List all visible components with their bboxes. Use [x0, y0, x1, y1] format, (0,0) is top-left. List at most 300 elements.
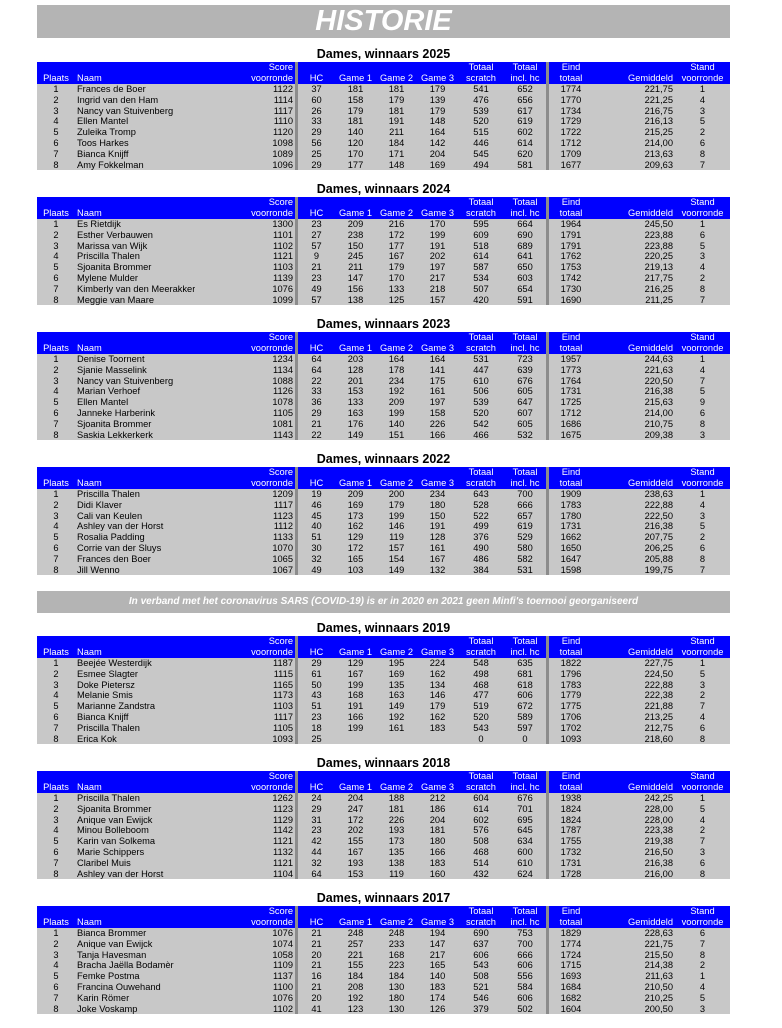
table-cell: Es Rietdijk	[75, 219, 195, 230]
column-header: incl. hc	[504, 208, 546, 219]
table-cell: 64	[298, 869, 335, 880]
table-cell: 147	[335, 273, 376, 284]
table-cell: 221,75	[593, 84, 675, 95]
table-cell: 165	[417, 960, 458, 971]
table-cell: Rosalia Padding	[75, 532, 195, 543]
table-cell: 199	[376, 511, 417, 522]
table-cell: Priscilla Thalen	[75, 723, 195, 734]
table-cell: 222,88	[593, 500, 675, 511]
table-cell: 5	[675, 386, 730, 397]
table-row	[37, 723, 730, 734]
table-cell: 30	[298, 543, 335, 554]
table-cell: 129	[335, 658, 376, 669]
table-cell: 195	[376, 658, 417, 669]
table-cell: 6	[37, 847, 75, 858]
table-cell: 521	[458, 982, 504, 993]
table-cell: Esmee Slagter	[75, 669, 195, 680]
table-cell: 618	[504, 680, 546, 691]
table-cell: 29	[298, 160, 335, 171]
table-cell: 641	[504, 251, 546, 262]
table-cell: 202	[417, 251, 458, 262]
column-header	[75, 467, 195, 478]
table-cell: 192	[376, 386, 417, 397]
table-cell: 199	[376, 408, 417, 419]
column-header	[593, 467, 675, 478]
table-cell: 1137	[195, 971, 295, 982]
table-cell: 6	[675, 138, 730, 149]
table-row	[37, 408, 730, 419]
table-cell: 520	[458, 408, 504, 419]
table-cell: 209,63	[593, 160, 675, 171]
table-cell: 132	[417, 565, 458, 576]
table-cell: 5	[37, 836, 75, 847]
column-header	[37, 197, 75, 208]
table-cell: 6	[675, 858, 730, 869]
header-row	[37, 332, 730, 343]
table-cell: 126	[417, 1004, 458, 1015]
table-cell: 1712	[549, 408, 593, 419]
table-cell: 224,50	[593, 669, 675, 680]
table-cell: 1099	[195, 295, 295, 306]
table-row	[37, 960, 730, 971]
covid-note: In verband met het coronavirus SARS (COVID-19) is er in 2020 en 2021 geen Minfi's toernooi georganiseerd	[37, 591, 730, 613]
table-cell: Priscilla Thalen	[75, 489, 195, 500]
table-cell: 1	[675, 971, 730, 982]
table-cell: 4	[37, 690, 75, 701]
column-header: voorronde	[675, 478, 730, 489]
table-cell: 215,63	[593, 397, 675, 408]
table-cell: 167	[335, 847, 376, 858]
table-cell: 1133	[195, 532, 295, 543]
table-cell: 507	[458, 284, 504, 295]
table-cell: 543	[458, 723, 504, 734]
table-cell: 1120	[195, 127, 295, 138]
results-section	[37, 46, 730, 170]
table-row	[37, 928, 730, 939]
column-header: Stand	[675, 636, 730, 647]
table-cell: 213,25	[593, 712, 675, 723]
table-cell: 7	[37, 993, 75, 1004]
column-header: Plaats	[37, 917, 75, 928]
table-cell: 215,50	[593, 950, 675, 961]
table-cell: 600	[504, 847, 546, 858]
table-cell: 18	[298, 723, 335, 734]
table-cell: 548	[458, 658, 504, 669]
table-cell: Ashley van der Horst	[75, 869, 195, 880]
table-cell: 515	[458, 127, 504, 138]
table-cell: 119	[376, 869, 417, 880]
column-header	[335, 467, 376, 478]
table-cell: 1065	[195, 554, 295, 565]
table-cell: 181	[376, 804, 417, 815]
table-cell: 595	[458, 219, 504, 230]
table-cell: 150	[335, 241, 376, 252]
table-row	[37, 430, 730, 441]
table-cell: 701	[504, 804, 546, 815]
table-cell: 7	[37, 149, 75, 160]
table-cell: 169	[376, 669, 417, 680]
column-header: voorronde	[195, 208, 295, 219]
column-header: Naam	[75, 782, 195, 793]
table-cell: 1686	[549, 419, 593, 430]
table-cell: 172	[335, 543, 376, 554]
table-cell: 689	[504, 241, 546, 252]
table-cell: 4	[37, 116, 75, 127]
table-cell: 1	[675, 219, 730, 230]
column-header: voorronde	[675, 73, 730, 84]
table-cell: 2	[675, 273, 730, 284]
table-cell: 1074	[195, 939, 295, 950]
table-cell: 218	[417, 284, 458, 295]
table-cell: Saskia Lekkerkerk	[75, 430, 195, 441]
table-cell: 135	[376, 847, 417, 858]
table-cell: 654	[504, 284, 546, 295]
table-cell: 2	[37, 669, 75, 680]
table-row	[37, 950, 730, 961]
table-cell: 1598	[549, 565, 593, 576]
column-header: Game 3	[417, 73, 458, 84]
results-section	[37, 890, 730, 1014]
table-cell: 247	[335, 804, 376, 815]
table-cell: 1139	[195, 273, 295, 284]
header-row	[37, 62, 730, 73]
table-cell: 3	[37, 511, 75, 522]
table-cell: 1058	[195, 950, 295, 961]
column-header: scratch	[458, 478, 504, 489]
column-header: Gemiddeld	[593, 208, 675, 219]
table-cell: 1	[37, 219, 75, 230]
table-cell: 639	[504, 365, 546, 376]
table-cell: 700	[504, 489, 546, 500]
table-cell: 614	[504, 138, 546, 149]
section-title: Dames, winnaars 2023	[316, 317, 451, 331]
table-cell: 1715	[549, 960, 593, 971]
table-cell: 7	[675, 565, 730, 576]
table-cell: 5	[37, 127, 75, 138]
table-cell: 3	[675, 680, 730, 691]
table-cell: 178	[376, 365, 417, 376]
table-cell: 155	[335, 836, 376, 847]
table-cell: 166	[417, 430, 458, 441]
column-header: scratch	[458, 917, 504, 928]
table-cell: Esther Verbauwen	[75, 230, 195, 241]
table-cell: 1122	[195, 84, 295, 95]
table-cell: 1702	[549, 723, 593, 734]
table-cell	[417, 734, 458, 745]
column-header: Eind	[549, 636, 593, 647]
table-cell: 522	[458, 511, 504, 522]
table-cell: 657	[504, 511, 546, 522]
table-cell: 161	[417, 543, 458, 554]
table-cell: 7	[675, 836, 730, 847]
table-cell: 192	[376, 712, 417, 723]
table-cell: 1300	[195, 219, 295, 230]
table-row	[37, 793, 730, 804]
table-cell: 656	[504, 95, 546, 106]
table-row	[37, 160, 730, 171]
header-row	[37, 782, 730, 793]
table-cell: 690	[504, 230, 546, 241]
column-header: scratch	[458, 647, 504, 658]
table-cell: 556	[504, 971, 546, 982]
column-header: Plaats	[37, 782, 75, 793]
table-cell: 149	[376, 701, 417, 712]
column-header: voorronde	[675, 208, 730, 219]
results-table	[37, 332, 730, 440]
table-cell: 645	[504, 825, 546, 836]
table-cell: 498	[458, 669, 504, 680]
column-header: Plaats	[37, 478, 75, 489]
table-cell: Ashley van der Horst	[75, 521, 195, 532]
table-cell: 60	[298, 95, 335, 106]
column-header: Plaats	[37, 647, 75, 658]
table-cell: 1724	[549, 950, 593, 961]
table-cell: 4	[37, 960, 75, 971]
column-header: Naam	[75, 208, 195, 219]
table-cell: 153	[335, 386, 376, 397]
table-cell: 542	[458, 419, 504, 430]
results-section	[37, 451, 730, 575]
column-header: totaal	[549, 208, 593, 219]
table-cell: 33	[298, 116, 335, 127]
table-cell: 242,25	[593, 793, 675, 804]
table-cell: 217	[417, 950, 458, 961]
table-cell: 4	[675, 500, 730, 511]
column-header: Totaal	[458, 332, 504, 343]
table-cell: 8	[675, 734, 730, 745]
table-cell: 606	[504, 993, 546, 1004]
table-cell: 226	[417, 419, 458, 430]
results-section	[37, 181, 730, 305]
column-header: HC	[298, 917, 335, 928]
column-header: voorronde	[195, 917, 295, 928]
table-cell: 6	[675, 543, 730, 554]
table-cell: 166	[417, 847, 458, 858]
table-cell: 3	[675, 251, 730, 262]
table-cell: 46	[298, 500, 335, 511]
table-cell: 45	[298, 511, 335, 522]
table-cell: 508	[458, 836, 504, 847]
table-cell: 1	[675, 793, 730, 804]
table-cell: 130	[376, 1004, 417, 1015]
column-header: Plaats	[37, 208, 75, 219]
column-header	[75, 906, 195, 917]
table-cell: 520	[458, 712, 504, 723]
column-header: Totaal	[504, 62, 546, 73]
table-cell: 248	[335, 928, 376, 939]
table-cell: 174	[417, 993, 458, 1004]
table-cell: 210,25	[593, 993, 675, 1004]
table-cell: 180	[417, 836, 458, 847]
table-cell: 584	[504, 982, 546, 993]
table-cell: 1706	[549, 712, 593, 723]
table-cell: Janneke Harberink	[75, 408, 195, 419]
table-cell: 4	[675, 95, 730, 106]
table-cell: 211,25	[593, 295, 675, 306]
table-cell: 19	[298, 489, 335, 500]
table-cell: 1734	[549, 106, 593, 117]
table-row	[37, 241, 730, 252]
table-cell: 1690	[549, 295, 593, 306]
table-cell: 25	[298, 734, 335, 745]
table-cell: 7	[37, 554, 75, 565]
table-cell: 51	[298, 701, 335, 712]
column-header: scratch	[458, 73, 504, 84]
table-cell: 1	[37, 354, 75, 365]
table-cell: 151	[376, 430, 417, 441]
column-header	[593, 332, 675, 343]
table-cell: Frances den Boer	[75, 554, 195, 565]
column-header: Stand	[675, 62, 730, 73]
table-cell: 171	[376, 149, 417, 160]
table-cell: 1684	[549, 982, 593, 993]
table-cell: 233	[376, 939, 417, 950]
table-cell: 1105	[195, 723, 295, 734]
table-cell: 1725	[549, 397, 593, 408]
table-cell: 193	[335, 858, 376, 869]
table-cell: 502	[504, 1004, 546, 1015]
table-row	[37, 284, 730, 295]
table-cell: 8	[37, 1004, 75, 1015]
results-table	[37, 636, 730, 744]
table-cell: 1096	[195, 160, 295, 171]
table-cell: 476	[458, 95, 504, 106]
column-header: Gemiddeld	[593, 647, 675, 658]
table-cell: 191	[417, 521, 458, 532]
column-header: Stand	[675, 197, 730, 208]
table-cell: 228,63	[593, 928, 675, 939]
section-title: Dames, winnaars 2024	[316, 182, 451, 196]
column-header: HC	[298, 208, 335, 219]
table-cell: 146	[376, 521, 417, 532]
column-header	[335, 636, 376, 647]
table-cell: 41	[298, 1004, 335, 1015]
table-cell: 539	[458, 397, 504, 408]
table-cell: 2	[675, 690, 730, 701]
table-cell: 211	[335, 262, 376, 273]
table-cell: 447	[458, 365, 504, 376]
table-cell: 2	[675, 127, 730, 138]
table-row	[37, 690, 730, 701]
table-cell: 432	[458, 869, 504, 880]
table-cell: 4	[675, 815, 730, 826]
table-cell: 192	[335, 993, 376, 1004]
table-cell: 49	[298, 284, 335, 295]
table-cell: 208	[335, 982, 376, 993]
table-cell: 204	[417, 149, 458, 160]
table-cell: Bianca Knijff	[75, 712, 195, 723]
results-table	[37, 467, 730, 575]
table-cell: 614	[458, 804, 504, 815]
table-cell: Mylene Mulder	[75, 273, 195, 284]
table-cell: 138	[376, 858, 417, 869]
table-cell: 179	[376, 95, 417, 106]
table-cell: 589	[504, 712, 546, 723]
table-cell: 21	[298, 928, 335, 939]
header-row	[37, 636, 730, 647]
table-cell: 5	[675, 993, 730, 1004]
table-cell: 197	[417, 262, 458, 273]
table-cell: 1780	[549, 511, 593, 522]
table-cell: 1731	[549, 521, 593, 532]
table-cell: 603	[504, 273, 546, 284]
table-cell: 532	[504, 430, 546, 441]
table-cell: 468	[458, 680, 504, 691]
table-cell: 4	[37, 386, 75, 397]
table-cell: 1103	[195, 262, 295, 273]
table-cell: 520	[458, 116, 504, 127]
table-cell: 181	[335, 116, 376, 127]
column-header	[298, 467, 335, 478]
column-header	[298, 197, 335, 208]
table-cell: 167	[376, 251, 417, 262]
table-cell: 576	[458, 825, 504, 836]
column-header: voorronde	[195, 782, 295, 793]
table-cell: 29	[298, 804, 335, 815]
column-header: Game 3	[417, 917, 458, 928]
table-cell: 147	[417, 939, 458, 950]
table-cell: 163	[335, 408, 376, 419]
column-header: voorronde	[675, 343, 730, 354]
page-title: HISTORIE	[37, 5, 730, 38]
column-header	[335, 197, 376, 208]
table-cell: 1076	[195, 993, 295, 1004]
table-cell: 22	[298, 376, 335, 387]
table-cell: Ingrid van den Ham	[75, 95, 195, 106]
column-header: voorronde	[195, 647, 295, 658]
table-cell: 2	[37, 95, 75, 106]
table-cell: 1129	[195, 815, 295, 826]
table-cell: 228,00	[593, 804, 675, 815]
table-cell: Sjoanita Brommer	[75, 419, 195, 430]
table-cell: Marie Schippers	[75, 847, 195, 858]
table-cell: 199	[335, 680, 376, 691]
column-header: Score	[195, 771, 295, 782]
results-table	[37, 771, 730, 879]
column-header: incl. hc	[504, 917, 546, 928]
table-cell: 610	[504, 858, 546, 869]
table-cell: 161	[417, 386, 458, 397]
table-cell: 219,38	[593, 836, 675, 847]
column-header: totaal	[549, 343, 593, 354]
table-row	[37, 365, 730, 376]
column-header: totaal	[549, 478, 593, 489]
table-cell: 7	[37, 723, 75, 734]
table-row	[37, 84, 730, 95]
table-row	[37, 419, 730, 430]
header-row	[37, 208, 730, 219]
table-cell: 123	[335, 1004, 376, 1015]
table-cell: 379	[458, 1004, 504, 1015]
column-header	[593, 62, 675, 73]
results-section	[37, 316, 730, 440]
table-row	[37, 971, 730, 982]
column-header: totaal	[549, 73, 593, 84]
table-cell: Ellen Mantel	[75, 116, 195, 127]
table-cell: 494	[458, 160, 504, 171]
table-cell: 27	[298, 230, 335, 241]
column-header: voorronde	[675, 917, 730, 928]
table-cell: Zuleika Tromp	[75, 127, 195, 138]
table-cell: 57	[298, 295, 335, 306]
table-cell: 1957	[549, 354, 593, 365]
column-header	[593, 636, 675, 647]
table-cell: 197	[417, 397, 458, 408]
table-cell: 602	[504, 127, 546, 138]
table-cell: 1110	[195, 116, 295, 127]
table-cell: 5	[675, 804, 730, 815]
table-cell: 3	[37, 950, 75, 961]
